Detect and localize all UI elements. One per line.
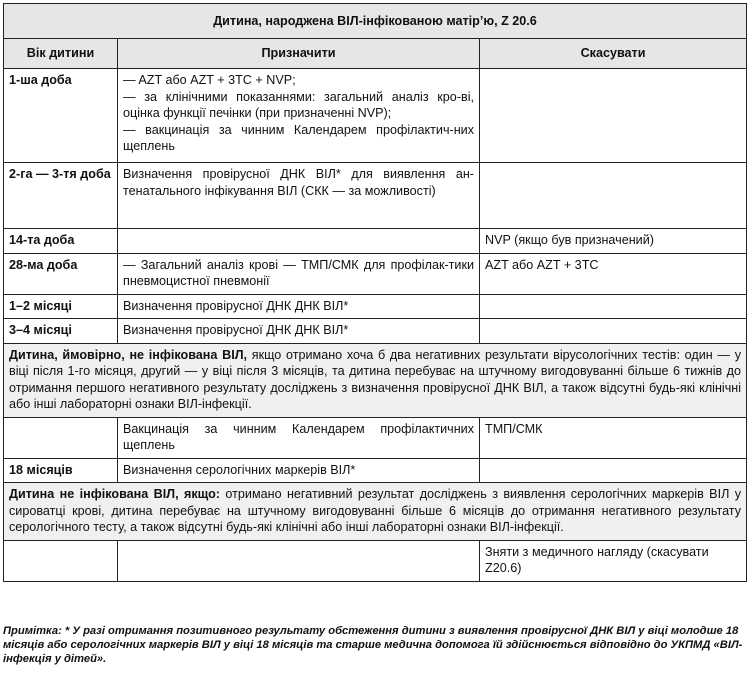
row-cancel: [480, 319, 747, 344]
assign-line: — вакцинація за чинним Календарем профілактич-них щеплень: [123, 122, 474, 153]
row-cancel: AZT або AZT + 3TC: [480, 253, 747, 294]
note-probably-not-infected: [4, 343, 747, 417]
table-row: [4, 253, 747, 294]
note-bold: Дитина, ймовірно, не інфікована ВІЛ,: [9, 347, 248, 362]
table-caption: Дитина, народжена ВІЛ-інфікованою матір’ю, Z 20.6: [4, 4, 747, 39]
row-assign: Визначення серологічних маркерів ВІЛ*: [118, 458, 480, 483]
row-age: 3–4 місяці: [4, 319, 118, 344]
row-age: 18 місяців: [4, 458, 118, 483]
table-row: [4, 540, 747, 581]
table-row: [4, 229, 747, 254]
protocol-table: [3, 3, 747, 582]
row-age: [4, 540, 118, 581]
row-cancel: [480, 458, 747, 483]
table-row: [4, 458, 747, 483]
row-cancel: Зняти з медичного нагляду (скасувати Z20.6): [480, 540, 747, 581]
row-assign: Визначення провірусної ДНК ВІЛ* для виявлення ан-тенатального інфікування ВІЛ (СКК — за можливості): [118, 163, 480, 229]
row-cancel: [480, 294, 747, 319]
header-age: Вік дитини: [4, 39, 118, 69]
footnote-text: * У разі отримання позитивного результату обстеження дитини з виявлення провірусної ДНК ВІЛ у віці молодше 18 місяців або серологічних маркерів ВІЛ у віці 18 місяців та старше медична допомога їй здійснюється відповідно до УКПМД «ВІЛ-інфекція у дітей».: [3, 625, 743, 665]
row-cancel: ТМП/СМК: [480, 417, 747, 458]
row-age: 28-ма доба: [4, 253, 118, 294]
row-cancel: [480, 163, 747, 229]
row-assign: [118, 540, 480, 581]
table-row: [4, 417, 747, 458]
row-assign: [118, 229, 480, 254]
note-text: отримано негативний результат досліджень з виявлення серологічних маркерів ВІЛ у сироватці крові, дитина перебуває на штучному вигодовуванні більше 6 місяців до отримання негативного результату серологічного тесту, а також відсутні будь-які клінічні або інші лабораторні ознаки ВІЛ-інфекції.: [9, 487, 742, 534]
table-row: [4, 294, 747, 319]
table-header-row: [4, 39, 747, 69]
footnote-label: Примітка:: [3, 625, 62, 637]
row-age: 2-га — 3-тя доба: [4, 163, 118, 229]
assign-line: — за клінічними показаннями: загальний аналіз кро-ві, оцінка функції печінки (при призначенні NVP);: [123, 89, 474, 120]
row-assign: [118, 69, 480, 163]
row-assign: — Загальний аналіз крові — ТМП/СМК для профілак-тики пневмоцистної пневмонії: [118, 253, 480, 294]
header-cancel: Скасувати: [480, 39, 747, 69]
assign-line: — AZT або AZT + 3TC + NVP;: [123, 73, 296, 87]
note-bold: Дитина не інфікована ВІЛ, якщо:: [9, 487, 221, 501]
note-row: [4, 343, 747, 417]
footnote: [3, 624, 746, 666]
row-age: [4, 417, 118, 458]
row-assign: Визначення провірусної ДНК ДНК ВІЛ*: [118, 319, 480, 344]
row-age: 1-ша доба: [4, 69, 118, 163]
row-assign: Визначення провірусної ДНК ДНК ВІЛ*: [118, 294, 480, 319]
row-age: 14-та доба: [4, 229, 118, 254]
header-assign: Призначити: [118, 39, 480, 69]
row-age: 1–2 місяці: [4, 294, 118, 319]
table-row: [4, 69, 747, 163]
row-cancel: NVP (якщо був призначений): [480, 229, 747, 254]
row-assign: Вакцинація за чинним Календарем профілактичних щеплень: [118, 417, 480, 458]
table-row: [4, 163, 747, 229]
note-row: [4, 483, 747, 541]
row-cancel: [480, 69, 747, 163]
note-not-infected: [4, 483, 747, 541]
note-text: якщо отримано хоча б два негативних результати вірусологічних тестів: один — у віці після 1-го місяця, другий — у віці після 3 місяців, та дитина перебуває на штучному вигодовуванні більше 6 тижнів до отримання першого негативного результату досліджень з визначення провірусної ДНК ВІЛ, а також відсутні будь-які клінічні або інші лабораторні ознаки ВІЛ-інфекції.: [9, 347, 742, 411]
table-row: [4, 319, 747, 344]
